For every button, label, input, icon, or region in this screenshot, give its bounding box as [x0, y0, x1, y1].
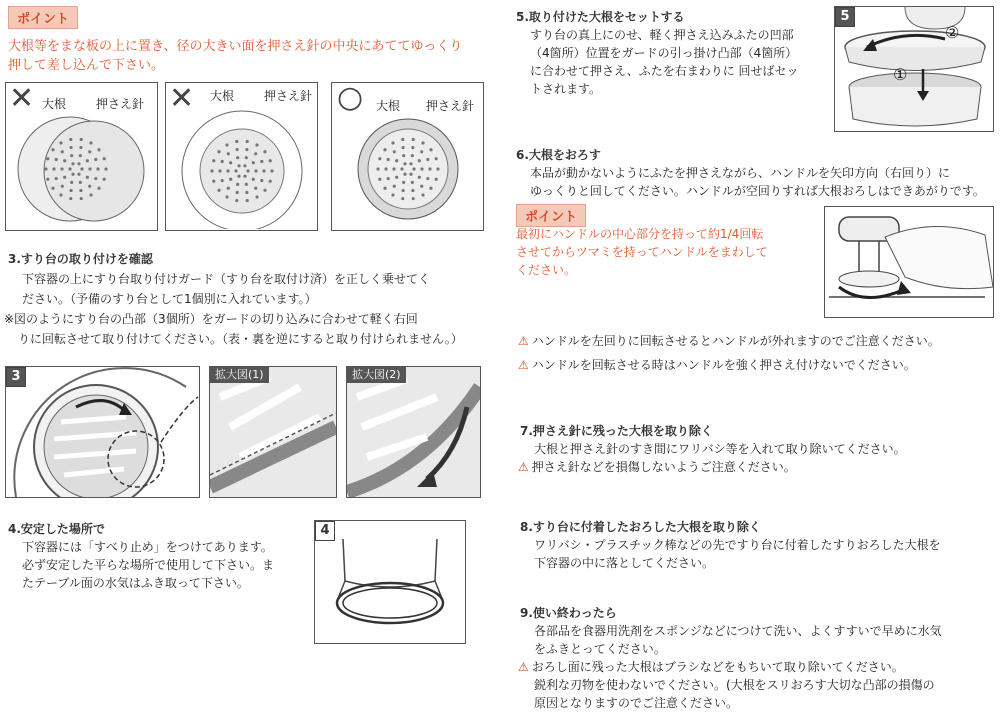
step6-body2: ゆっくりと回してください。ハンドルが空回りすれば大根おろしはできあがりです。: [530, 184, 985, 198]
point1-line2: 押して差し込んで下さい。: [8, 58, 165, 73]
wrong-mark-icon: ✕: [169, 82, 195, 116]
diagram-correct: [331, 82, 484, 231]
step-marker-2: ②: [945, 23, 960, 42]
point2-line1: 最初にハンドルの中心部分を持って約1/4回転: [516, 227, 764, 241]
step8-heading: 8.すり台に付着したおろした大根を取り除く: [520, 520, 761, 534]
enlarged-view-1: [209, 366, 337, 498]
step3-body2: ださい。（予備のすり台として1個別に入れています。）: [22, 292, 317, 306]
wrong-mark-icon: ✕: [9, 82, 35, 116]
step4-body1: 下容器には「すべり止め」をつけてあります。: [22, 540, 273, 554]
step5-body4: トされます。: [530, 82, 602, 96]
point2-line3: ください。: [516, 263, 577, 277]
radish-centered-illustration: [332, 113, 483, 229]
figure-number: 3: [6, 367, 26, 387]
grater-attach-illustration: [6, 367, 199, 497]
radish-offset-illustration: [6, 111, 157, 229]
correct-mark-icon: ○: [337, 82, 364, 115]
step5-body3: に合わせて押さえ、ふたを右まわりに 回せばセッ: [530, 64, 799, 78]
point2-line2: させてからツマミを持ってハンドルをまわして: [516, 245, 768, 259]
step6-heading: 6.大根をおろす: [516, 148, 601, 162]
step3-heading: 3.すり台の取り付けを確認: [8, 252, 153, 266]
lid-set-illustration: [835, 7, 993, 131]
warning-text: ハンドルを左回りに回転させるとハンドルが外れますのでご注意ください。: [531, 334, 940, 348]
step8-body1: ワリバシ・プラスチック棒などの先ですり台に付着したすりおろした大根を: [534, 538, 941, 552]
enlarged-label-1: 拡大図(1): [210, 367, 269, 383]
figure-number: 4: [315, 521, 335, 541]
warning-text: 押さえ針などを損傷しないようご注意ください。: [531, 460, 796, 474]
point-tag-1: ポイント: [8, 6, 78, 29]
warning-press: [518, 356, 916, 374]
step5-heading: 5.取り付けた大根をセットする: [516, 10, 685, 24]
figure-4: [314, 520, 466, 644]
label-pin: 押さえ針: [426, 99, 475, 113]
anti-slip-base-illustration: [315, 521, 465, 643]
step7-warning: [518, 458, 796, 476]
radish-large-illustration: [166, 105, 317, 229]
figure-5: [834, 6, 994, 132]
step4-heading: 4.安定した場所で: [8, 522, 105, 536]
step5-body1: すり台の真上にのせ、軽く押さえ込みふたの凹部: [530, 28, 794, 42]
enlarged-label-2: 拡大図(2): [347, 367, 406, 383]
enlarged-view-2: [346, 366, 481, 498]
step4-body3: たテーブル面の水気はふき取って下さい。: [22, 576, 249, 590]
label-radish: 大根: [376, 99, 401, 113]
enlarged-detail-1-illustration: [210, 367, 336, 497]
point1-line1: 大根等をまな板の上に置き、径の大きい面を押さえ針の中央にあててゆっくり: [8, 39, 463, 54]
warning-triangle-icon: ⚠: [518, 660, 529, 674]
warning-triangle-icon: ⚠: [518, 358, 529, 372]
step7-body1: 大根と押さえ針のすき間にワリバシ等を入れて取り除いてください。: [534, 442, 906, 456]
figure-3: [5, 366, 200, 498]
step5-body2: （4箇所）位置をガードの引っ掛け凸部（4箇所）: [530, 46, 798, 60]
step9-heading: 9.使い終わったら: [520, 606, 617, 620]
handle-figure: [824, 206, 994, 318]
step9-body2: をふきとってください。: [534, 642, 666, 656]
point-tag-2: ポイント: [516, 204, 586, 227]
warning-text: おろし面に残った大根はブラシなどをもちいて取り除いてください。: [531, 660, 904, 674]
label-radish: 大根: [42, 97, 67, 111]
label-radish: 大根: [210, 89, 235, 103]
warning-text: ハンドルを回転させる時はハンドルを強く押さえ付けないでください。: [531, 358, 916, 372]
step9-warn3: 原因となりますのでご注意ください。: [534, 696, 739, 710]
step3-body1: 下容器の上にすり台取り付けガード（すり台を取付け済）を正しく乗せてく: [22, 272, 431, 286]
handle-turn-illustration: [825, 207, 993, 317]
step9-body1: 各部品を食器用洗剤をスポンジなどにつけて洗い、よくすすいで早めに水気: [534, 624, 942, 638]
label-pin: 押さえ針: [96, 97, 145, 111]
step9-warning: [518, 658, 904, 676]
warning-left-turn: [518, 332, 940, 350]
enlarged-detail-2-illustration: [347, 367, 480, 497]
warning-triangle-icon: ⚠: [518, 334, 529, 348]
label-pin: 押さえ針: [264, 89, 313, 103]
figure-number: 5: [835, 7, 855, 27]
warning-triangle-icon: ⚠: [518, 460, 529, 474]
step4-body2: 必ず安定した平らな場所で使用して下さい。ま: [22, 558, 275, 572]
step6-body1: 本品が動かないようにふたを押さえながら、ハンドルを矢印方向（右回り）に: [530, 166, 951, 180]
diagram-wrong-2: [165, 82, 318, 231]
step7-heading: 7.押さえ針に残った大根を取り除く: [520, 424, 713, 438]
step3-note2: りに回転させて取り付けてください。（表・裏を逆にすると取り付けられません。）: [18, 332, 463, 346]
step8-body2: 下容器の中に落としてください。: [534, 556, 715, 570]
step3-note1: ※図のようにすり台の凸部（3個所）をガードの切り込みに合わせて軽く右回: [4, 312, 418, 326]
step9-warn2: 鋭利な刃物を使わないでください。(大根をスリおろす大切な凸部の損傷の: [534, 678, 935, 692]
step-marker-1: ①: [893, 65, 908, 84]
diagram-wrong-1: [5, 82, 158, 231]
